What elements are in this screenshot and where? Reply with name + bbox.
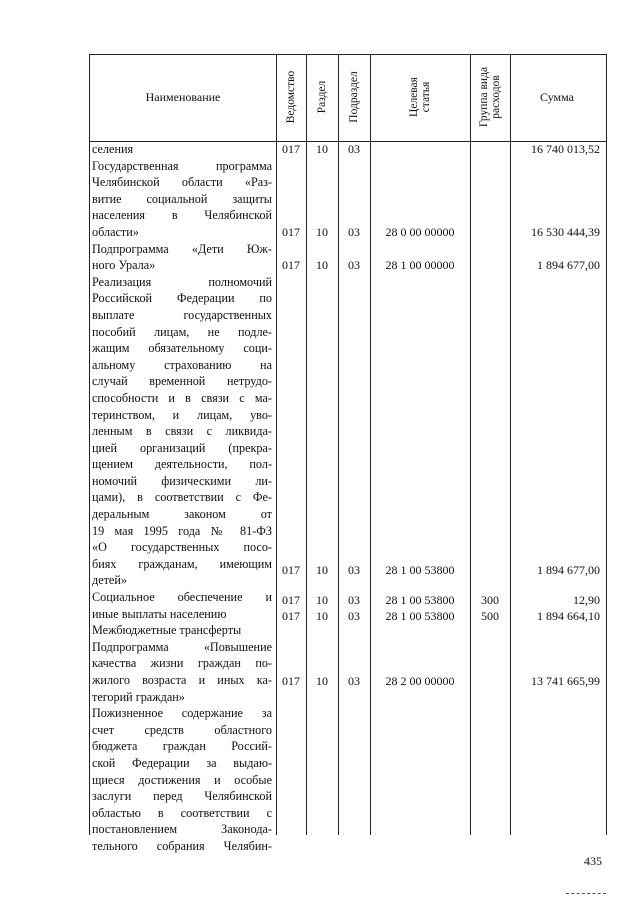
name-line: выплате государственных bbox=[92, 307, 272, 322]
name-line: цами), в соответствии с Фе- bbox=[92, 490, 272, 505]
name-line: тельного собрания Челябин- bbox=[92, 838, 272, 853]
cell-razdel: 10 bbox=[316, 674, 328, 688]
name-line: селения bbox=[92, 142, 134, 156]
cell-vedomstvo: 017 bbox=[282, 593, 300, 607]
cell-vedomstvo: 017 bbox=[282, 674, 300, 688]
cell-celevaya: 28 1 00 53800 bbox=[385, 609, 455, 623]
cell-razdel: 10 bbox=[316, 593, 328, 607]
name-line: «О государственных посо- bbox=[92, 540, 272, 555]
name-line: щением деятельности, пол- bbox=[92, 457, 272, 472]
cell-summa: 16 530 444,39 bbox=[531, 225, 600, 239]
cell-razdel: 10 bbox=[316, 563, 328, 577]
header-celevaya-statya: Целевая статья bbox=[408, 77, 432, 117]
cell-summa: 1 894 677,00 bbox=[537, 563, 600, 577]
cell-vedomstvo: 017 bbox=[282, 563, 300, 577]
cell-summa: 12,90 bbox=[573, 593, 600, 607]
name-line: постановлением Законода- bbox=[92, 822, 272, 837]
header-gruppa-vida-rashodov: Группа вида расходов bbox=[478, 66, 502, 128]
name-line: Межбюджетные трансферты bbox=[92, 623, 242, 638]
cell-razdel: 10 bbox=[316, 142, 328, 156]
cell-vedomstvo: 017 bbox=[282, 225, 300, 239]
name-line: Подпрограмма «Повышение bbox=[92, 639, 272, 654]
name-line: Подпрограмма «Дети Юж- bbox=[92, 241, 272, 256]
name-line: биях гражданам, имеющим bbox=[92, 556, 272, 571]
name-line: ленным в связи с ликвида- bbox=[92, 424, 272, 439]
name-line: Пожизненное содержание за bbox=[92, 706, 272, 721]
name-line: номочий физическими ли- bbox=[92, 473, 272, 488]
cell-celevaya: 28 1 00 53800 bbox=[385, 593, 455, 607]
cell-razdel: 10 bbox=[316, 225, 328, 239]
name-line: Социальное обеспечение и bbox=[92, 590, 272, 605]
cell-podrazdel: 03 bbox=[348, 225, 360, 239]
name-line: счет средств областного bbox=[92, 722, 272, 737]
name-line: области» bbox=[92, 224, 139, 239]
name-line: ного Урала» bbox=[92, 258, 156, 273]
name-line: щиеся достижения и особые bbox=[92, 772, 272, 787]
name-line: деральным законом от bbox=[92, 507, 272, 522]
cell-razdel: 10 bbox=[316, 609, 328, 623]
cell-podrazdel: 03 bbox=[348, 593, 360, 607]
name-line: бюджета граждан Россий- bbox=[92, 739, 272, 754]
cell-vedomstvo: 017 bbox=[282, 258, 300, 272]
name-column bbox=[92, 141, 272, 855]
cell-celevaya: 28 1 00 53800 bbox=[385, 563, 455, 577]
name-line: жилого возраста и иных ка- bbox=[92, 673, 272, 687]
header-name: Наименование bbox=[145, 90, 221, 104]
name-line: случай временной нетрудо- bbox=[92, 374, 272, 389]
cell-podrazdel: 03 bbox=[348, 674, 360, 688]
name-line: теринством, и лицам, уво- bbox=[92, 407, 272, 422]
cell-podrazdel: 03 bbox=[348, 563, 360, 577]
header-summa: Сумма bbox=[540, 90, 574, 104]
name-line: способности и в связи с ма- bbox=[92, 390, 272, 405]
page-number: 435 bbox=[584, 854, 602, 868]
cell-podrazdel: 03 bbox=[348, 258, 360, 272]
name-line: Реализация полномочий bbox=[92, 274, 272, 289]
cell-celevaya: 28 0 00 00000 bbox=[385, 225, 455, 239]
name-line: Государственная программа bbox=[92, 158, 272, 173]
name-line: 19 мая 1995 года № 81-ФЗ bbox=[92, 523, 272, 538]
cell-gruppa: 300 bbox=[481, 593, 499, 607]
name-line: областью в соответствии с bbox=[92, 805, 272, 820]
cell-podrazdel: 03 bbox=[348, 609, 360, 623]
cell-gruppa: 500 bbox=[481, 609, 499, 623]
name-line: пособий лицам, не подле- bbox=[92, 324, 272, 339]
footer-rule bbox=[566, 893, 606, 894]
name-line: иные выплаты населению bbox=[92, 606, 227, 621]
name-line: витие социальной защиты bbox=[92, 191, 272, 206]
header-razdel: Раздел bbox=[316, 80, 328, 114]
name-line: альному страхованию на bbox=[92, 357, 272, 372]
cell-celevaya: 28 2 00 00000 bbox=[385, 674, 455, 688]
name-line: цией организаций (прекра- bbox=[92, 440, 272, 455]
name-line: ской Федерации за выдаю- bbox=[92, 755, 272, 770]
cell-podrazdel: 03 bbox=[348, 142, 360, 156]
name-line: тегорий граждан» bbox=[92, 689, 185, 704]
cell-vedomstvo: 017 bbox=[282, 142, 300, 156]
cell-summa: 1 894 664,10 bbox=[537, 609, 600, 623]
header-vedomstvo: Ведомство bbox=[285, 70, 297, 124]
cell-summa: 13 741 665,99 bbox=[531, 674, 600, 688]
name-line: детей» bbox=[92, 573, 127, 588]
name-line: заслуги перед Челябинской bbox=[92, 789, 272, 804]
name-line: качества жизни граждан по- bbox=[92, 656, 272, 671]
header-podrazdel: Подраздел bbox=[348, 71, 360, 123]
name-line: Российской Федерации по bbox=[92, 291, 272, 306]
cell-razdel: 10 bbox=[316, 258, 328, 272]
cell-summa: 16 740 013,52 bbox=[531, 142, 600, 156]
name-line: населения в Челябинской bbox=[92, 208, 272, 223]
name-line: жащим обязательному соци- bbox=[92, 341, 272, 356]
cell-summa: 1 894 677,00 bbox=[537, 258, 600, 272]
cell-vedomstvo: 017 bbox=[282, 609, 300, 623]
cell-celevaya: 28 1 00 00000 bbox=[385, 258, 455, 272]
name-line: Челябинской области «Раз- bbox=[92, 175, 272, 190]
